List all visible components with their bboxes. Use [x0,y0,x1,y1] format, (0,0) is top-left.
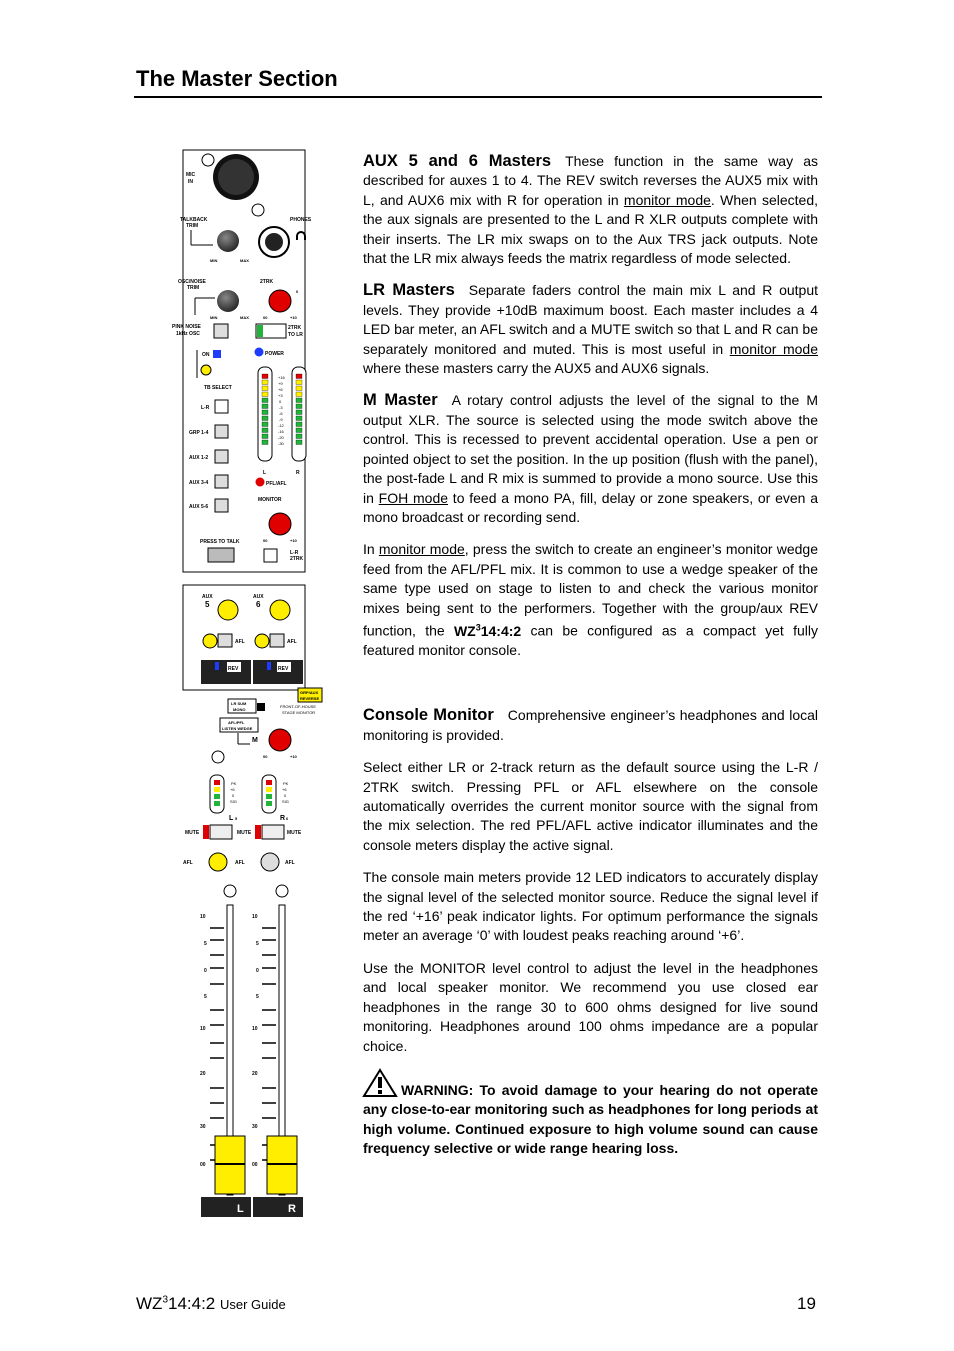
svg-text:L: L [237,1203,244,1215]
monitor-mode-paragraph: In monitor mode, press the switch to create an engineer’s monitor wedge feed from the AFL/PFL mix. It is common to use a wedge speaker of the same type used on stage to listen to and check the various monitor mixes being sent to the performers. Together with the group/aux REV function, the $WZ^314:4:2$ can be configured as a compact yet fully featured monitor console. [363,541,818,658]
footer-model: $WZ^314:4:2$ User Guide [136,1294,286,1313]
svg-text:AFL: AFL [235,860,245,866]
svg-text:R: R [280,815,286,822]
l-mute-led [203,825,209,839]
svg-text:AFL: AFL [235,639,245,645]
svg-text:2TRK: 2TRK [288,325,302,331]
svg-text:00: 00 [263,754,268,759]
svg-text:-6: -6 [279,411,283,416]
meter-led [262,434,268,439]
svg-text:5: 5 [204,994,207,1000]
svg-text:10: 10 [200,914,206,920]
meter-led [262,440,268,445]
svg-text:LISTEN WEDGE: LISTEN WEDGE [222,726,253,731]
meter-led [296,386,302,391]
talkback-led [201,365,211,375]
svg-text:0: 0 [279,399,282,404]
svg-text:R: R [288,1203,296,1215]
meter-led [262,374,268,379]
svg-text:TO LR: TO LR [288,332,303,338]
svg-text:0: 0 [296,289,299,294]
svg-text:R: R [296,470,300,476]
monitor-mode-link: monitor mode [623,191,711,208]
title-rule [134,96,822,98]
meter-led [296,398,302,403]
foh-mode-link: FOH mode [378,489,449,506]
tb-grp-button[interactable] [215,425,228,438]
svg-text:TRIM: TRIM [187,285,200,291]
osc-trim-label: OSC/NOISE [178,279,206,285]
aux5-master-knob[interactable] [218,600,238,620]
aux6-afl-led [255,634,269,648]
svg-text:PK: PK [283,781,289,786]
pfl-afl-label: PFL/AFL [266,481,287,487]
meter-scale [278,375,286,446]
r-mute-button[interactable] [262,825,284,839]
phones-label: PHONES [290,217,312,223]
svg-text:6: 6 [256,600,261,609]
svg-text:20: 20 [200,1071,206,1077]
svg-text:AFL: AFL [287,639,297,645]
aux-masters-paragraph: AUX 5 and 6 Masters These function in the same way as described for auxes 1 to 4. The REV switch reverses the AUX5 mix with L, and AUX6 mix with R for operation in monitor mode. When selected, the aux signals are presented to the L and R XLR outputs complete with their inserts. The LR mix swaps on to the Aux TRS jack outputs. Note that the LR mix always feeds the matrix regardless of mode selected. [363,152,819,267]
svg-text:REV: REV [228,666,239,672]
mic-in-label: MIC [186,172,196,178]
svg-text:20: 20 [252,1071,258,1077]
talkback-trim-label: TALKBACK [180,217,208,223]
svg-text:0: 0 [256,968,259,974]
meter-led [296,440,302,445]
svg-text:00: 00 [263,538,268,543]
svg-text:MIN: MIN [210,315,218,320]
svg-text:GRP 1-4: GRP 1-4 [189,430,209,436]
svg-text:L: L [263,470,267,476]
tb-select-label: TB SELECT [204,385,232,391]
monitor-mode-link: monitor mode [729,340,818,357]
svg-text:10: 10 [200,1026,206,1032]
svg-text:+10: +10 [290,754,297,759]
tb-aux12-button[interactable] [215,450,228,463]
svg-text:0: 0 [232,793,235,798]
svg-text:MUTE: MUTE [185,830,200,836]
svg-text:-16: -16 [278,429,284,434]
meter-led [262,392,268,397]
svg-text:2TRK: 2TRK [290,556,304,562]
svg-text:SIG: SIG [230,799,237,804]
svg-text:PK: PK [231,781,237,786]
svg-text:+10: +10 [290,538,297,543]
svg-text:+6: +6 [282,787,287,792]
meter-led [296,374,302,379]
aux6-master-knob[interactable] [270,600,290,620]
meter-led [296,434,302,439]
svg-text:FRONT-OF-HOUSE: FRONT-OF-HOUSE [280,704,316,709]
m-master-paragraph: M Master A rotary control adjusts the level of the signal to the M output XLR. The source is selected using the mode switch above the control. This is recessed to prevent accidental operation. Use a pen or pointed object to set the position. In the up position (flush with the panel), the post-fade L and R mix is summed to provide a mono source. Use this in FOH mode to feed a mono PA, fill, delay or zone speakers, or even a mono broadcast or recording send. [363,391,818,525]
meter-led [262,404,268,409]
svg-text:6: 6 [286,816,289,821]
power-label: POWER [265,351,284,357]
aux5-afl-led [203,634,217,648]
svg-text:MUTE: MUTE [237,830,252,836]
console-monitor-paragraph: Console Monitor Comprehensive engineer’s headphones and local monitoring is provided. [363,706,819,743]
page-number: 19 [797,1294,816,1313]
console-monitor-p2: Select either LR or 2-track return as the default source using the L-R / 2TRK switch. Pressing PFL or AFL elsewhere on the console automatically overrides the current monitor source with the signal from the mix selection. The red PFL/AFL active indicator illuminates and the console meters display the active signal. [363,759,818,853]
meter-led [262,410,268,415]
console-monitor-p4: Use the MONITOR level control to adjust the level in the headphones and local speaker monitor. We recommend you use closed ear headphones in the range 30 to 600 ohms designed for live sound monitoring. Headphones around 100 ohms impedance are a popular choice. [363,959,818,1054]
meter-led [296,380,302,385]
meter-led [262,428,268,433]
svg-text:-3: -3 [279,405,283,410]
meter-led [296,416,302,421]
page-title: The Master Section [136,66,338,91]
svg-text:5: 5 [205,600,210,609]
monitor-level-knob[interactable] [269,513,291,535]
svg-text:+6: +6 [278,387,283,392]
svg-text:MAX: MAX [240,258,249,263]
svg-text:AUX 1-2: AUX 1-2 [189,455,209,461]
svg-text:-20: -20 [278,435,284,440]
svg-text:+16: +16 [278,375,285,380]
power-led [255,348,264,357]
monitor-mode-link: monitor mode [378,541,465,558]
console-monitor-p3: The console main meters provide 12 LED indicators to accurately display the signal level of the selected monitor source. Reduce the signal level if the red ‘+16’ peak indicator lights. For optimum performance the signals meter an average ‘0’ with loudest peaks reaching around ‘+6’. [363,869,818,944]
press-to-talk-label: PRESS TO TALK [200,539,240,545]
warning-icon [363,1069,397,1097]
svg-text:TRIM: TRIM [186,223,199,229]
meter-led [296,404,302,409]
console-monitor-heading: Console Monitor [363,706,494,725]
osc-trim-knob[interactable] [217,290,239,312]
meter-led [262,398,268,403]
aux5-afl-button[interactable] [218,634,232,647]
svg-text:IN: IN [188,179,193,185]
svg-text:00: 00 [200,1162,206,1168]
svg-text:1kHz OSC: 1kHz OSC [176,331,200,337]
svg-text:GRP/AUX: GRP/AUX [300,690,319,695]
pfl-afl-led [256,478,265,487]
svg-text:30: 30 [252,1124,258,1130]
aux6-afl-button[interactable] [270,634,284,647]
svg-text:STAGE MONITOR: STAGE MONITOR [282,710,316,715]
svg-text:MUTE: MUTE [287,830,302,836]
svg-text:+10: +10 [290,315,297,320]
svg-text:5: 5 [256,994,259,1000]
2trk-label: 2TRK [260,279,274,285]
m-label: M [252,737,258,744]
warning-paragraph: WARNING: To avoid damage to your hearing do not operate any close-to-ear monitoring such as headphones for long periods at high volume. Continued exposure to high volume sound can cause frequency selective or wide range hearing loss. [363,1069,818,1159]
svg-text:MONO: MONO [233,707,246,712]
tb-lr-button[interactable] [215,400,228,413]
on-led [213,350,221,358]
lr-masters-heading: LR Masters [363,281,455,300]
svg-text:L-R: L-R [290,550,299,556]
lr-2trk-switch[interactable] [264,549,277,562]
m-master-knob[interactable] [269,729,291,751]
meter-led [296,410,302,415]
tb-aux34-button[interactable] [215,475,228,488]
meter-led [262,422,268,427]
svg-text:00: 00 [263,315,268,320]
on-label: ON [202,352,210,358]
meter-led [296,392,302,397]
press-to-talk-button[interactable] [208,548,234,562]
talkback-trim-knob[interactable] [217,230,239,252]
l-afl-led [209,853,227,871]
meter-led [262,380,268,385]
meter-led [296,428,302,433]
svg-text:-12: -12 [278,423,284,428]
svg-text:+6: +6 [230,787,235,792]
svg-text:L-R: L-R [201,405,210,411]
master-panel-diagram [170,150,320,1225]
svg-text:5: 5 [235,816,238,821]
svg-text:-30: -30 [278,441,284,446]
model-name: $WZ^314:4:2$ [453,621,522,639]
svg-text:10: 10 [252,1026,258,1032]
svg-text:REV: REV [278,666,289,672]
aux5-rev-strip [201,660,251,684]
svg-text:0: 0 [284,793,287,798]
meter-led [262,416,268,421]
pink-noise-switch[interactable] [214,324,228,338]
svg-text:AFL/PFL: AFL/PFL [228,720,245,725]
svg-text:-9: -9 [279,417,283,422]
2trk-level-knob[interactable] [269,290,291,312]
tb-select-buttons [189,400,228,512]
svg-text:AFL: AFL [285,860,295,866]
svg-text:REVERSE: REVERSE [300,696,320,701]
svg-text:MIN: MIN [210,258,218,263]
svg-text:10: 10 [252,914,258,920]
body-text [363,152,818,1172]
r-mute-led [255,825,261,839]
pink-noise-label: PINK NOISE [172,324,201,330]
svg-text:00: 00 [252,1162,258,1168]
svg-text:+3: +3 [278,393,283,398]
svg-text:AUX 3-4: AUX 3-4 [189,480,209,486]
svg-text:0: 0 [204,968,207,974]
m-mode-switch[interactable] [257,703,265,711]
svg-text:AUX: AUX [202,594,213,600]
m-master-heading: M Master [363,391,438,410]
svg-text:5: 5 [256,941,259,947]
svg-text:LR SUM: LR SUM [231,701,247,706]
meter-led [296,422,302,427]
svg-text:SIG: SIG [282,799,289,804]
svg-text:L: L [229,815,234,822]
svg-text:+9: +9 [278,381,283,386]
lr-masters-paragraph: LR Masters Separate faders control the main mix L and R output levels. They provide +10dB maximum boost. Each master includes a 4 LED bar meter, an AFL switch and a MUTE switch so that L and R can be separately monitored and muted. This is most useful in monitor mode where these masters carry the AUX5 and AUX6 signals. [363,281,818,377]
svg-text:AFL: AFL [183,860,193,866]
meter-led [262,386,268,391]
svg-text:5: 5 [204,941,207,947]
monitor-label: MONITOR [258,497,282,503]
r-afl-button[interactable] [261,853,279,871]
aux-masters-heading: AUX 5 and 6 Masters [363,152,552,170]
svg-text:30: 30 [200,1124,206,1130]
l-mute-button[interactable] [210,825,232,839]
svg-text:MAX: MAX [240,315,249,320]
tb-aux56-button[interactable] [215,499,228,512]
svg-text:AUX 5-6: AUX 5-6 [189,504,209,510]
svg-text:AUX: AUX [253,594,264,600]
